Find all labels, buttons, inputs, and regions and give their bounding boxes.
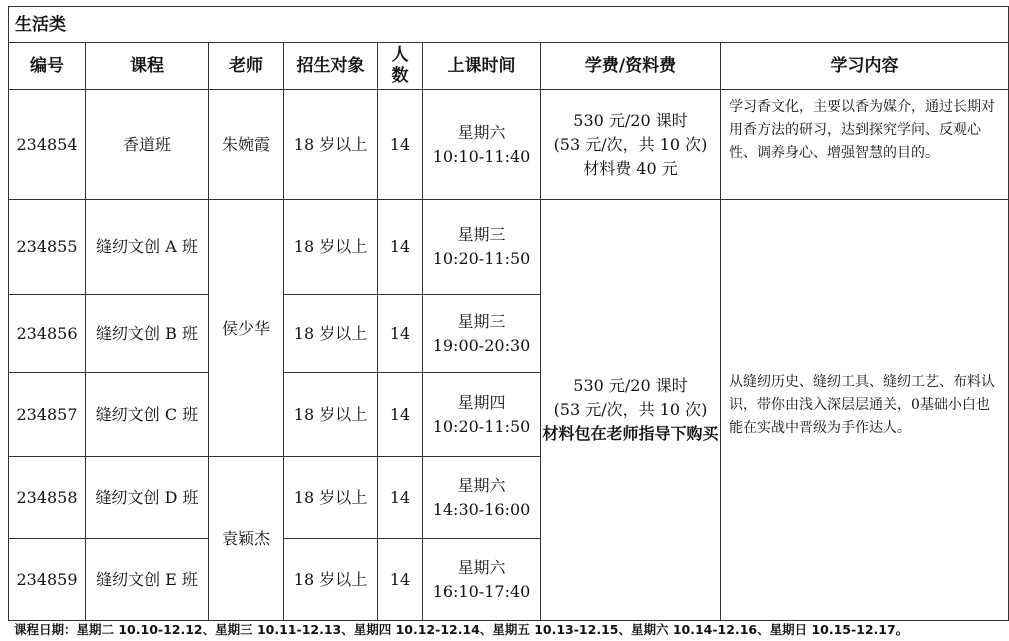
schedule xyxy=(423,295,541,373)
course-name: 缝纫文创 C 班 xyxy=(86,373,209,457)
header-content: 学习内容 xyxy=(721,43,1009,90)
table-row xyxy=(9,90,1009,200)
schedule-day: 星期六 xyxy=(457,475,506,495)
teacher-name: 侯少华 xyxy=(209,200,284,457)
audience: 18 岁以上 xyxy=(284,295,378,373)
schedule-day: 星期六 xyxy=(457,122,506,142)
schedule-day: 星期四 xyxy=(457,392,506,412)
schedule-time: 10:20-11:50 xyxy=(432,416,531,436)
section-title: 生活类 xyxy=(9,7,1009,43)
schedule-day: 星期三 xyxy=(457,225,506,244)
fee-line1: 530 元/20 课时 xyxy=(573,110,688,130)
course-name: 缝纫文创 A 班 xyxy=(86,200,209,295)
class-size: 14 xyxy=(378,539,423,621)
header-fee: 学费/资料费 xyxy=(541,43,721,90)
header-time: 上课时间 xyxy=(423,43,541,90)
fee-line1: 530 元/20 课时 xyxy=(573,376,688,395)
course-code: 234855 xyxy=(9,200,86,295)
header-count-line2: 数 xyxy=(391,66,409,86)
header-count-line1: 人 xyxy=(391,45,409,65)
schedule-time: 10:10-11:40 xyxy=(432,146,531,166)
fee-line3: 材料费 40 元 xyxy=(583,158,678,178)
schedule xyxy=(423,200,541,295)
course-table xyxy=(8,6,1009,621)
schedule xyxy=(423,539,541,621)
header-audience: 招生对象 xyxy=(284,43,378,90)
class-size: 14 xyxy=(378,200,423,295)
course-code: 234859 xyxy=(9,539,86,621)
schedule-time: 14:30-16:00 xyxy=(432,499,531,519)
fee-line2: (53 元/次，共 10 次) xyxy=(553,134,708,154)
header-count xyxy=(378,43,423,90)
schedule-time: 10:20-11:50 xyxy=(432,249,531,268)
schedule xyxy=(423,457,541,539)
audience: 18 岁以上 xyxy=(284,373,378,457)
audience: 18 岁以上 xyxy=(284,90,378,200)
header-teacher: 老师 xyxy=(209,43,284,90)
course-name: 缝纫文创 D 班 xyxy=(86,457,209,539)
content-cell: 从缝纫历史、缝纫工具、缝纫工艺、布料认识，带你由浅入深层层通关，0基础小白也能在实战中晋级为手作达人。 xyxy=(721,200,1009,621)
class-size: 14 xyxy=(378,373,423,457)
course-name: 香道班 xyxy=(86,90,209,200)
class-size: 14 xyxy=(378,457,423,539)
content-cell: 学习香文化，主要以香为媒介，通过长期对用香方法的研习，达到探究学问、反观心性、调养身心、增强智慧的目的。 xyxy=(721,90,1009,200)
fee-line2: (53 元/次，共 10 次) xyxy=(553,400,708,419)
schedule xyxy=(423,90,541,200)
fee-line3: 材料包在老师指导下购买 xyxy=(542,424,719,443)
course-code: 234856 xyxy=(9,295,86,373)
schedule-time: 19:00-20:30 xyxy=(432,335,531,355)
fee-cell xyxy=(541,200,721,621)
schedule-day: 星期三 xyxy=(457,311,506,331)
class-size: 14 xyxy=(378,295,423,373)
fee-cell xyxy=(541,90,721,200)
audience: 18 岁以上 xyxy=(284,539,378,621)
course-code: 234854 xyxy=(9,90,86,200)
course-name: 缝纫文创 E 班 xyxy=(86,539,209,621)
schedule-time: 16:10-17:40 xyxy=(432,581,531,601)
header-code: 编号 xyxy=(9,43,86,90)
teacher-name: 袁颖杰 xyxy=(209,457,284,621)
audience: 18 岁以上 xyxy=(284,200,378,295)
schedule-day: 星期六 xyxy=(457,557,506,577)
teacher-name: 朱婉霞 xyxy=(209,90,284,200)
table-row xyxy=(9,200,1009,295)
header-course: 课程 xyxy=(86,43,209,90)
audience: 18 岁以上 xyxy=(284,457,378,539)
course-code: 234858 xyxy=(9,457,86,539)
header-row xyxy=(9,43,1009,90)
course-code: 234857 xyxy=(9,373,86,457)
section-title-row xyxy=(9,7,1009,43)
schedule xyxy=(423,373,541,457)
course-dates-note: 课程日期：星期二 10.10-12.12、星期三 10.11-12.13、星期四 10.12-12.14、星期五 10.13-12.15、星期六 10.14-12.16、星期日 10.15-12.17。 xyxy=(14,622,909,637)
course-name: 缝纫文创 B 班 xyxy=(86,295,209,373)
class-size: 14 xyxy=(378,90,423,200)
